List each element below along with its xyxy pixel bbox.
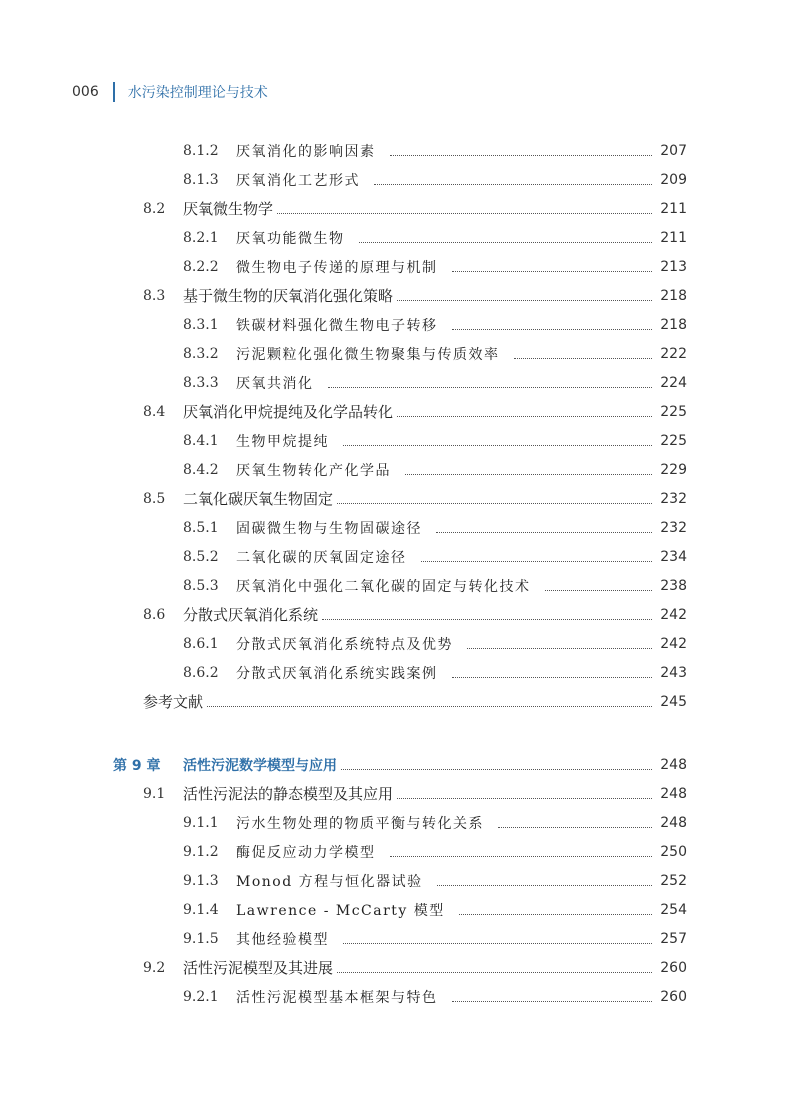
toc-leader-dots [390,855,653,857]
toc-leader-dots [421,560,653,562]
toc-entry-page: 242 [660,606,687,623]
toc-entry-number: 第 9 章 [113,757,161,774]
toc-entry-page: 248 [660,756,687,773]
toc-entry-number: 8.6 [143,606,166,623]
running-header [72,80,268,104]
toc-leader-dots [341,768,652,770]
toc-entry-title: 厌氧消化甲烷提纯及化学品转化 [183,403,394,421]
toc-entry-number: 8.3.2 [183,345,219,362]
toc-entry-page: 252 [660,872,687,889]
toc-entry-page: 213 [660,258,687,275]
toc-leader-dots [459,913,652,915]
toc-entry [0,252,800,281]
toc-entry-page: 254 [660,901,687,918]
toc-leader-dots [207,705,652,707]
toc-entry-number: 8.4.1 [183,432,219,449]
toc-entry-number: 9.1.3 [183,872,219,889]
toc-leader-dots [405,473,652,475]
toc-entry-page: 238 [660,577,687,594]
toc-entry-title: 厌氧消化工艺形式 [236,172,360,189]
toc-entry-page: 224 [660,374,687,391]
toc-entry-page: 218 [660,287,687,304]
toc-leader-dots [390,154,653,156]
toc-entry [0,136,800,165]
toc-leader-dots [277,212,652,214]
toc-leader-dots [514,357,653,359]
toc-entry-page: 260 [660,988,687,1005]
toc-entry-title: 分散式厌氧消化系统 [183,606,319,624]
toc-entry-number: 8.2.1 [183,229,219,246]
book-title: 水污染控制理论与技术 [127,85,268,101]
toc-entry-number: 8.5 [143,490,166,507]
toc-entry-title: 厌氧微生物学 [183,200,274,218]
toc-entry [0,542,800,571]
toc-entry [0,194,800,223]
toc-leader-dots [467,647,652,649]
toc-entry [0,455,800,484]
toc-entry-number: 9.2.1 [183,988,219,1005]
toc-entry-page: 234 [660,548,687,565]
toc-entry-page: 218 [660,316,687,333]
toc-entry [0,750,800,779]
toc-entry-title: 活性污泥数学模型与应用 [183,757,337,774]
toc-entry-title: 微生物电子传递的原理与机制 [236,259,438,276]
toc-entry [0,808,800,837]
toc-leader-dots [452,1000,653,1002]
toc-entry [0,571,800,600]
toc-entry [0,368,800,397]
toc-entry-page: 242 [660,635,687,652]
toc-entry-title: 铁碳材料强化微生物电子转移 [236,317,438,334]
toc-entry [0,600,800,629]
toc-leader-dots [452,328,653,330]
toc-entry-title: 酶促反应动力学模型 [236,844,376,861]
toc-entry-number: 8.5.3 [183,577,219,594]
toc-leader-dots [337,971,652,973]
toc-entry-title: 参考文献 [143,693,204,711]
toc-entry-title: 固碳微生物与生物固碳途径 [236,520,422,537]
toc-leader-dots [322,618,652,620]
toc-entry-title: 二氧化碳厌氧生物固定 [183,490,334,508]
toc-entry [0,982,800,1011]
toc-entry [0,953,800,982]
toc-entry-number: 8.5.2 [183,548,219,565]
toc-entry-page: 232 [660,490,687,507]
toc-entry-title: 厌氧共消化 [236,375,314,392]
toc-entry-page: 211 [660,200,687,217]
toc-leader-dots [437,884,653,886]
toc-entry-page: 250 [660,843,687,860]
toc-entry-page: 225 [660,432,687,449]
toc-entry-title: 厌氧功能微生物 [236,230,345,247]
header-divider [113,82,115,102]
toc-entry-page: 248 [660,814,687,831]
toc-entry-number: 9.1.1 [183,814,219,831]
toc-entry-number: 8.3.3 [183,374,219,391]
toc-entry-title: 分散式厌氧消化系统实践案例 [236,665,438,682]
toc-leader-dots [374,183,652,185]
toc-entry-number: 8.4.2 [183,461,219,478]
toc-leader-dots [359,241,653,243]
toc-entry [0,281,800,310]
toc-entry [0,687,800,716]
toc-entry [0,924,800,953]
toc-entry-number: 9.1.5 [183,930,219,947]
toc-entry-title: 厌氧生物转化产化学品 [236,462,391,479]
toc-entry-page: 260 [660,959,687,976]
toc-leader-dots [452,676,653,678]
toc-entry-number: 8.1.2 [183,142,219,159]
toc-entry [0,658,800,687]
toc-entry-title: 其他经验模型 [236,931,329,948]
toc-entry-title: 污泥颗粒化强化微生物聚集与传质效率 [236,346,500,363]
toc-entry-title: 活性污泥模型基本框架与特色 [236,989,438,1006]
toc-leader-dots [498,826,652,828]
toc-entry [0,513,800,542]
toc-entry-page: 207 [660,142,687,159]
toc-entry-page: 209 [660,171,687,188]
toc-entry-number: 9.2 [143,959,166,976]
toc-leader-dots [397,299,652,301]
toc-leader-dots [452,270,653,272]
toc-leader-dots [397,415,652,417]
toc-entry-page: 245 [660,693,687,710]
toc-entry-title: 活性污泥法的静态模型及其应用 [183,785,394,803]
toc-entry-title: 基于微生物的厌氧消化强化策略 [183,287,394,305]
toc-entry-page: 248 [660,785,687,802]
toc-entry-number: 8.5.1 [183,519,219,536]
toc-entry-title: 活性污泥模型及其进展 [183,959,334,977]
toc-entry-page: 232 [660,519,687,536]
toc-entry-page: 257 [660,930,687,947]
toc-leader-dots [337,502,652,504]
toc-entry-number: 8.6.2 [183,664,219,681]
toc-entry-title: Lawrence - McCarty 模型 [236,902,445,919]
toc-entry-page: 211 [660,229,687,246]
toc-entry-title: 厌氧消化的影响因素 [236,143,376,160]
toc-entry-title: 生物甲烷提纯 [236,433,329,450]
toc-entry-page: 225 [660,403,687,420]
toc-entry-number: 8.6.1 [183,635,219,652]
toc-leader-dots [343,444,652,446]
toc-leader-dots [343,942,652,944]
toc-entry [0,895,800,924]
toc-entry-page: 243 [660,664,687,681]
toc-entry-title: 厌氧消化中强化二氧化碳的固定与转化技术 [236,578,531,595]
toc-entry-number: 8.2 [143,200,166,217]
toc-entry-page: 229 [660,461,687,478]
toc-entry-number: 9.1 [143,785,166,802]
toc-entry [0,866,800,895]
toc-entry [0,426,800,455]
toc-entry-number: 9.1.4 [183,901,219,918]
toc-leader-dots [436,531,652,533]
toc-entry-number: 8.2.2 [183,258,219,275]
toc-entry [0,629,800,658]
toc-leader-dots [397,797,652,799]
toc-entry [0,223,800,252]
toc-entry-title: 污水生物处理的物质平衡与转化关系 [236,815,484,832]
toc-entry [0,310,800,339]
page-number: 006 [72,84,99,100]
toc-leader-dots [328,386,653,388]
toc-entry-number: 8.1.3 [183,171,219,188]
toc-entry-number: 8.3.1 [183,316,219,333]
toc-entry-title: 二氧化碳的厌氧固定途径 [236,549,407,566]
toc-entry-number: 8.4 [143,403,166,420]
toc-entry-number: 8.3 [143,287,166,304]
toc-entry [0,837,800,866]
toc-entry-title: 分散式厌氧消化系统特点及优势 [236,636,453,653]
toc-entry [0,339,800,368]
toc-leader-dots [545,589,653,591]
toc-entry [0,779,800,808]
toc-entry [0,397,800,426]
toc-entry [0,165,800,194]
toc-entry [0,484,800,513]
toc-entry-number: 9.1.2 [183,843,219,860]
toc-entry-title: Monod 方程与恒化器试验 [236,873,423,890]
toc-entry-page: 222 [660,345,687,362]
